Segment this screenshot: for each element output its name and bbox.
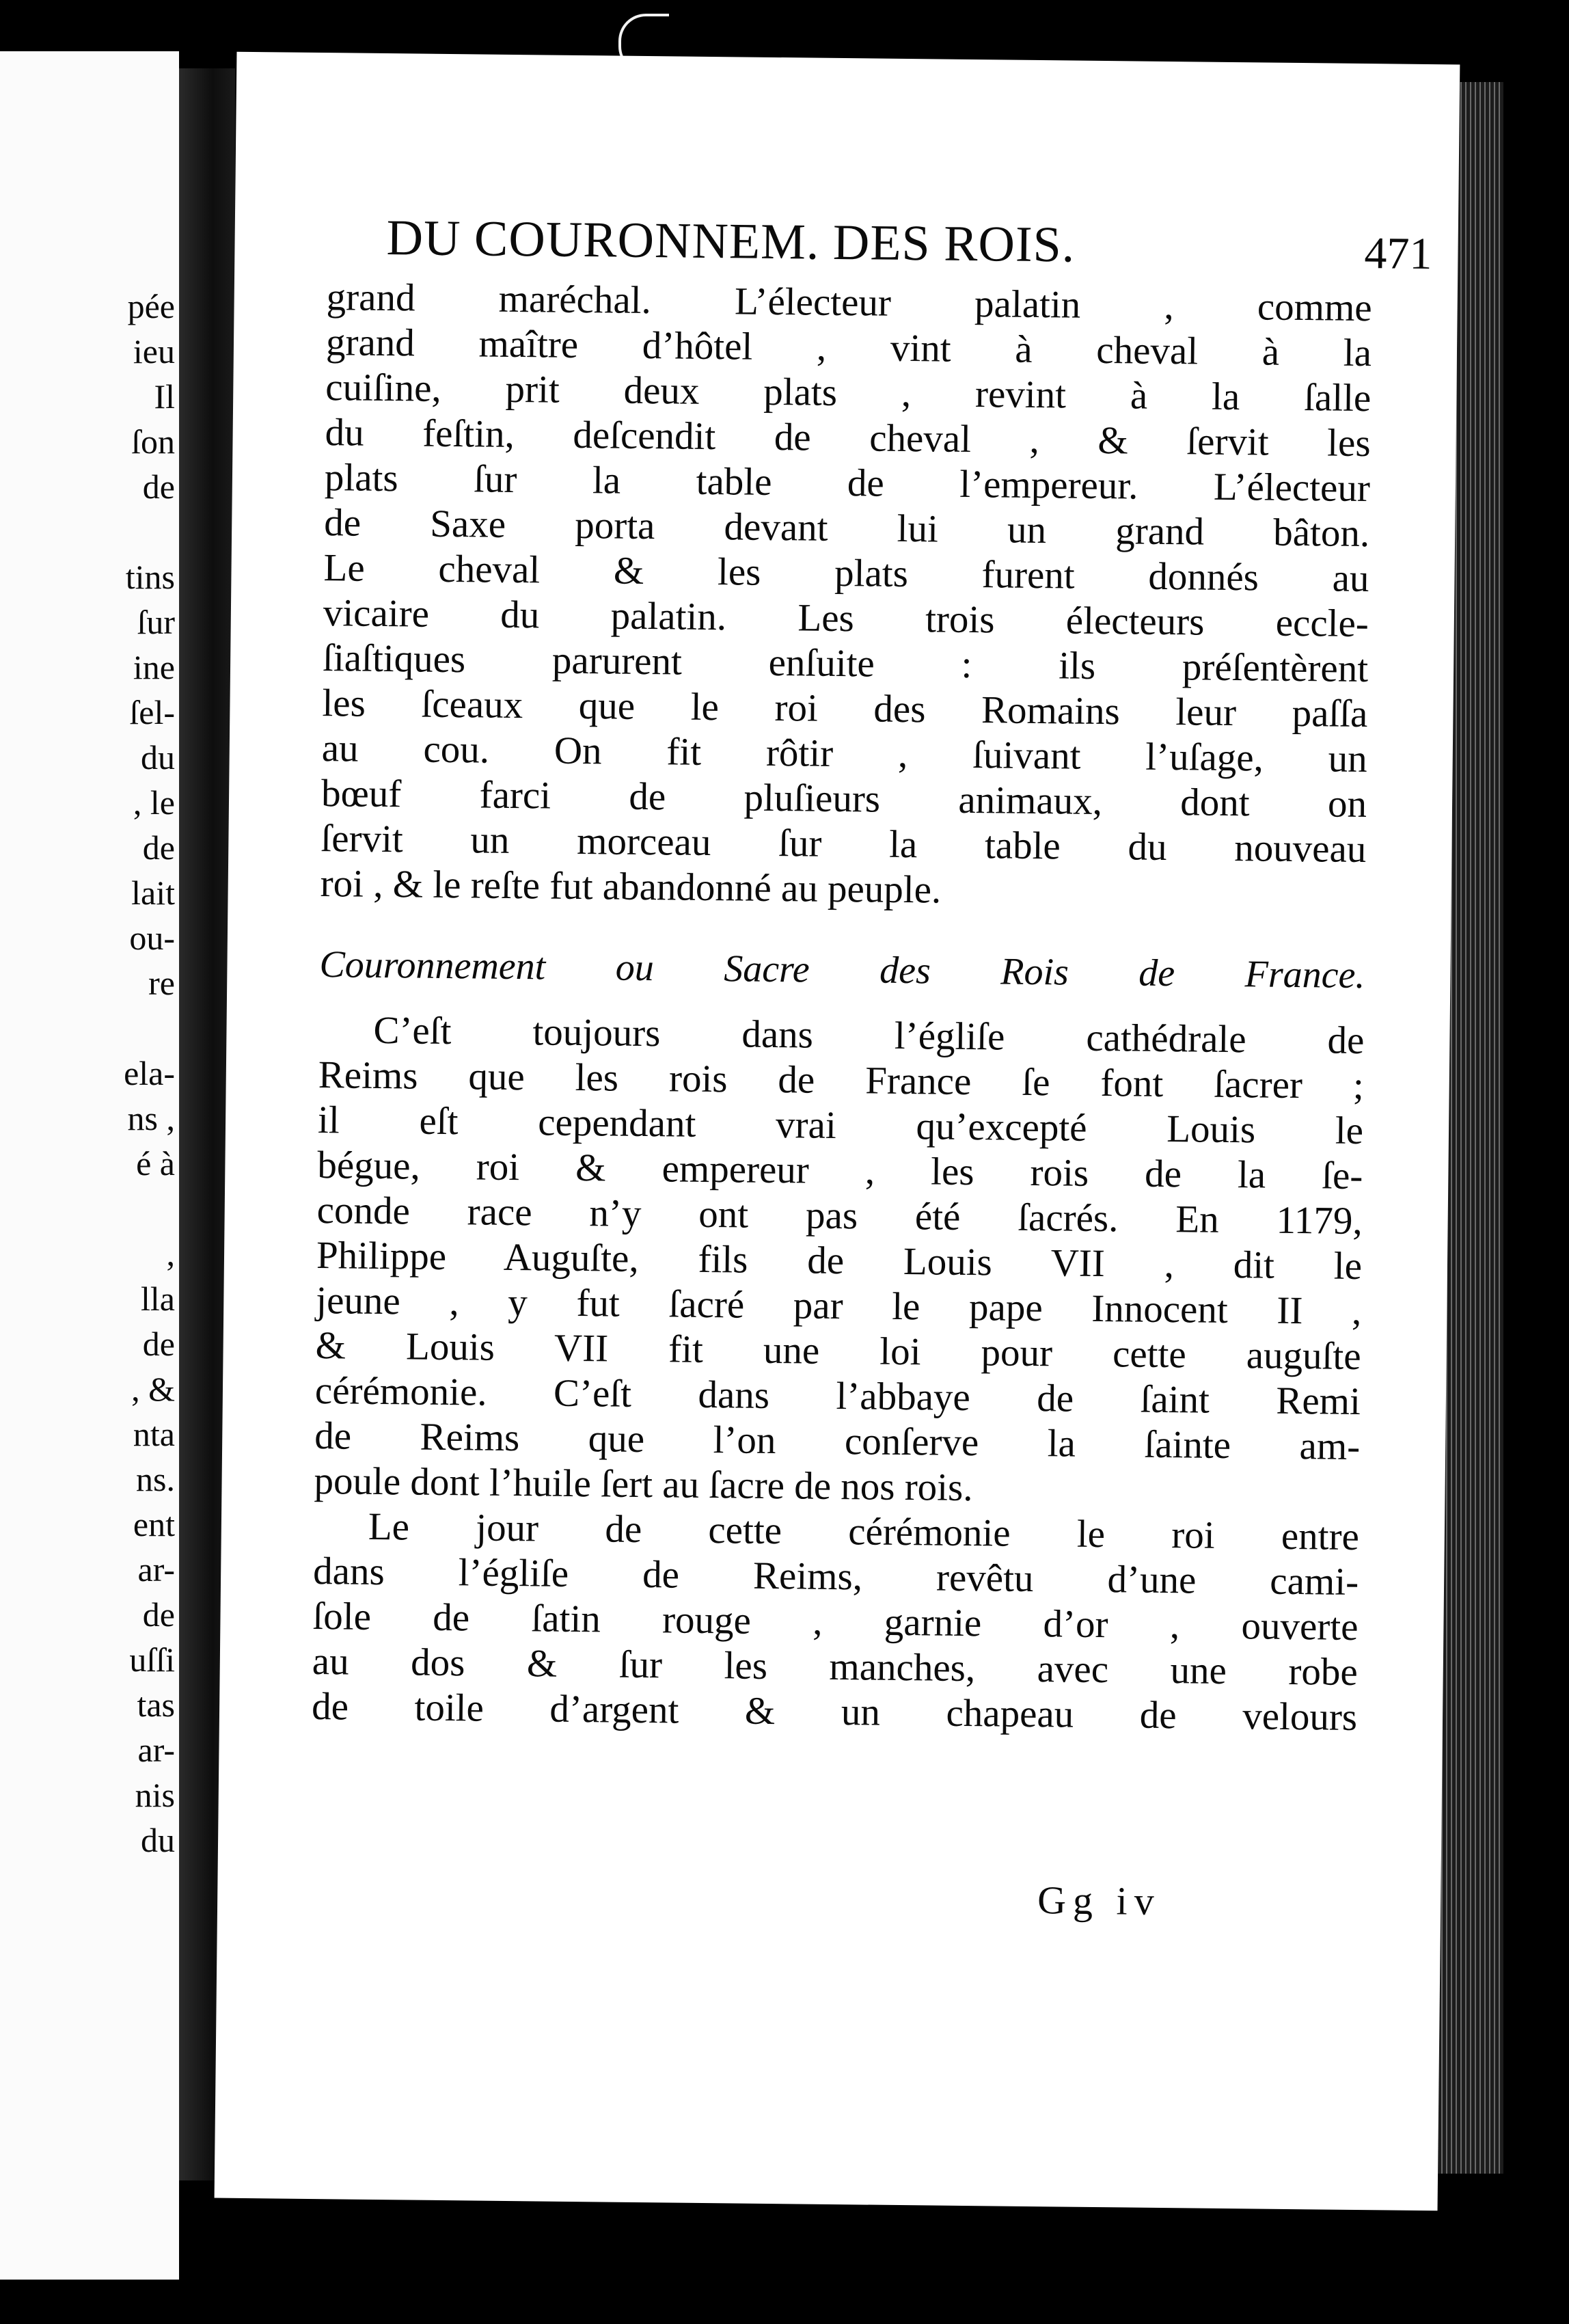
paragraph-3: [312, 1504, 1359, 1740]
left-page-fragment: Il: [154, 377, 175, 416]
text-line: du feſtin, deſcendit de cheval , & ſervit les: [325, 411, 1371, 465]
paragraph-1: [320, 275, 1372, 917]
text-line: ſole de ſatin rouge , garnie d’or , ouverte: [312, 1595, 1359, 1649]
text-line: vicaire du palatin. Les trois électeurs eccle-: [323, 591, 1369, 646]
text-line: bégue, roi & empereur , les rois de la ſe-: [317, 1144, 1363, 1198]
left-page-fragment: de: [142, 828, 175, 867]
text-line: de Saxe porta devant lui un grand bâton.: [323, 501, 1370, 556]
left-facing-page: [0, 51, 179, 2280]
left-page-fragment: ine: [133, 648, 175, 686]
text-line: Le cheval & les plats furent donnés au: [323, 546, 1369, 601]
signature-mark: Gg iv: [1037, 1878, 1162, 1924]
text-line: grand maître d’hôtel , vint à cheval à la: [325, 321, 1372, 375]
text-line: Reims que les rois de France ſe font ſacrer ;: [318, 1053, 1365, 1108]
left-page-fragment: ns ,: [127, 1099, 175, 1137]
left-page-fragment: ou-: [129, 919, 175, 957]
text-line: bœuf farci de pluſieurs animaux, dont on: [320, 772, 1367, 826]
left-page-fragment: de: [142, 468, 175, 506]
text-line: Philippe Auguſte, fils de Louis VII , dit le: [316, 1234, 1363, 1288]
left-page-fragment: tas: [137, 1686, 175, 1724]
left-page-fragment: tins: [125, 558, 175, 596]
left-page-fragment: du: [141, 738, 175, 776]
left-page-fragment: du: [141, 1821, 175, 1859]
page-body: [312, 275, 1372, 1740]
text-line: plats ſur la table de l’empereur. L’électeur: [324, 456, 1371, 511]
left-page-fragment: ſur: [137, 603, 175, 641]
left-page-fragment: , le: [133, 783, 175, 822]
text-line: roi , & le reſte fut abandonné au peuple.: [320, 862, 942, 912]
left-page-fragment: ar-: [137, 1731, 175, 1769]
left-page-fragment: [4, 1005, 175, 1051]
text-line: jeune , y fut ſacré par le pape Innocent II ,: [316, 1279, 1362, 1334]
page-number: 471: [1364, 228, 1432, 280]
left-page-fragment: é à: [136, 1144, 175, 1183]
left-page-fragment: lla: [141, 1280, 175, 1318]
text-line: Le jour de cette cérémonie le roi entre: [368, 1504, 1360, 1559]
left-page-fragment: [4, 509, 175, 554]
text-line: conde race n’y ont pas été ſacrés. En 1179,: [316, 1189, 1363, 1243]
left-page-fragment: de: [142, 1325, 175, 1363]
text-line: dans l’égliſe de Reims, revêtu d’une cami-: [312, 1550, 1359, 1604]
left-page-fragment: uſſi: [129, 1640, 175, 1679]
text-line: au cou. On fit rôtir , ſuivant l’uſage, un: [321, 727, 1368, 781]
paragraph-2: [314, 1008, 1365, 1515]
left-page-fragment: ar-: [137, 1550, 175, 1589]
text-line: les ſceaux que le roi des Romains leur paſſa: [322, 681, 1368, 736]
left-page-fragment: ieu: [133, 332, 175, 370]
text-line: grand maréchal. L’électeur palatin , comme: [326, 275, 1372, 330]
left-page-fragment: nta: [133, 1415, 175, 1453]
text-line: cuiſine, prit deux plats , revint à la ſalle: [325, 366, 1372, 420]
text-line: & Louis VII fit une loi pour cette auguſte: [315, 1324, 1361, 1379]
text-line: de toile d’argent & un chapeau de velours: [311, 1684, 1358, 1740]
text-line: poule dont l’huile ſert au ſacre de nos rois.: [314, 1459, 973, 1510]
text-line: de Reims que l’on conſerve la ſainte am-: [314, 1414, 1361, 1469]
left-page-fragment: de: [142, 1595, 175, 1634]
text-line: il eſt cependant vrai qu’excepté Louis le: [317, 1098, 1364, 1153]
left-page-fragment: ,: [166, 1234, 175, 1273]
left-page-fragment: ſel-: [129, 693, 175, 731]
left-page-fragment: pée: [127, 287, 175, 325]
left-page-fragment: ns.: [136, 1460, 175, 1498]
section-heading: Couronnement ou Sacre des Rois de France.: [319, 943, 1365, 997]
left-page-fragment: re: [148, 964, 175, 1002]
left-page-fragment: ſon: [131, 422, 175, 461]
left-page-fragment: [4, 1186, 175, 1231]
left-page-fragment: , &: [131, 1370, 175, 1408]
left-page-fragment: ela-: [124, 1054, 175, 1092]
running-title: DU COURONNEM. DES ROIS.: [386, 210, 1076, 273]
text-line: C’eſt toujours dans l’égliſe cathédrale de: [373, 1008, 1365, 1063]
text-line: au dos & ſur les manches, avec une robe: [312, 1640, 1359, 1694]
text-line: cérémonie. C’eſt dans l’abbaye de ſaint Remi: [314, 1369, 1361, 1424]
left-page-fragment: lait: [131, 874, 175, 912]
text-line: ſervit un morceau ſur la table du nouveau: [320, 817, 1367, 871]
book-page: [215, 52, 1460, 2211]
left-page-text-fragments: [4, 284, 175, 1863]
left-page-fragment: nis: [135, 1776, 175, 1814]
left-page-fragment: ent: [133, 1505, 175, 1543]
text-line: ſiaſtiques parurent enſuite : ils préſentèrent: [322, 636, 1369, 691]
